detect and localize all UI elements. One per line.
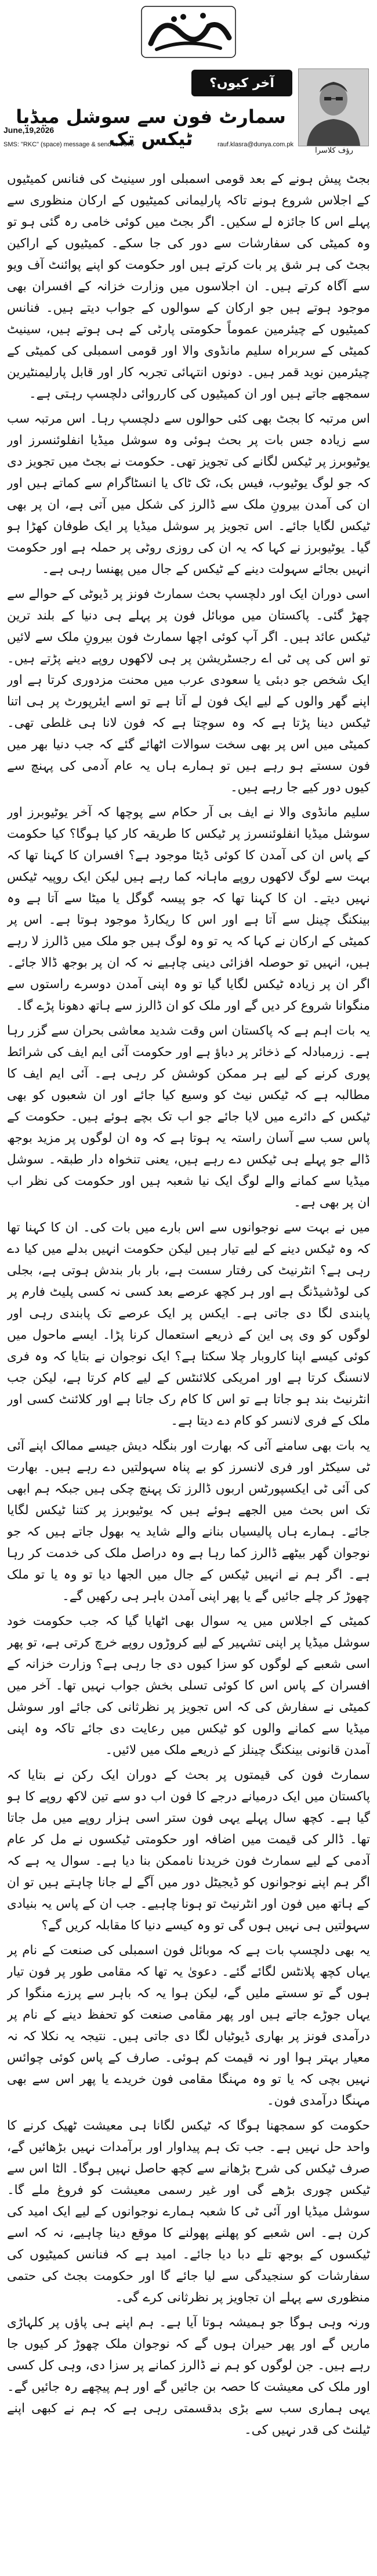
sms-instructions: SMS: "RKC" (space) message & send to 7575 [3,141,135,148]
author-email[interactable]: rauf.klasra@dunya.com.pk [217,141,293,148]
article-paragraph: یہ بات بھی سامنے آئی کہ بھارت اور بنگلہ دیش جیسے ممالک اپنے آئی ٹی سیکٹر اور فری لانسرز کو بے پناہ سہولتیں دے رہے ہیں۔ بھارت کی آئی ٹی ایکسپورٹس اربوں ڈالرز تک پہنچ چکی ہیں جبکہ ہم ابھی تک اس بحث میں الجھے ہوئے ہیں کہ یوٹیوبرز پر کتنا ٹیکس لگایا جائے۔ ہمارے ہاں پالیسیاں بنانے والے شاید یہ بھول جاتے ہیں کہ جو نوجوان گھر بیٹھے ڈالرز کما رہا ہے وہ دراصل ملک کی خدمت کر رہا ہے۔ اگر ہم نے انہیں ٹیکس کے جال میں الجھا دیا تو وہ یا تو ملک چھوڑ کر چلے جائیں گے یا پھر اپنی آمدن باہر ہی رکھیں گے۔ [7,1439,370,1604]
author-photo-icon [299,69,368,146]
article-headline: سمارٹ فون سے سوشل میڈیا ٹیکس تک [16,106,286,150]
author-photo [298,69,369,146]
article-paragraph: بجٹ پیش ہونے کے بعد قومی اسمبلی اور سینیٹ کی فنانس کمیٹیوں کے اجلاس شروع ہونے تاکہ پارلیمانی کمیٹیوں کے ارکان منظوری سے پہلے اس کا جائزہ لے سکیں۔ اگر بجٹ میں کوئی خامی رہ گئی ہو تو وہ کمیٹی کی سفارشات سے دور کی جا سکے۔ کمیٹیوں کے اراکین بجٹ کی ہر شق پر بات کرتے ہیں اور حکومت کو اپنے پوائنٹ آف ویو سے آگاہ کرتے ہیں۔ ان اجلاسوں میں وزارت خزانہ کے افسران بھی موجود ہوتے ہیں جو ارکان کے سوالوں کے جواب دیتے ہیں۔ فنانس کمیٹیوں کے چیئرمین عموماً حکومتی پارٹی کے ہی ہوتے ہیں، سینیٹ کمیٹی کے سربراہ سلیم مانڈوی والا اور قومی اسمبلی کی کمیٹی کے چیئرمین نوید قمر ہیں۔ دونوں انتہائی تجربہ کار اور قابل پارلیمنٹیرین سمجھے جاتے ہیں اور ان کمیٹیوں کی کارروائی دلچسپ رہتی ہے۔ [7,172,370,401]
column-header [0,64,377,157]
article-paragraph: حکومت کو سمجھنا ہوگا کہ ٹیکس لگانا ہی معیشت ٹھیک کرنے کا واحد حل نہیں ہے۔ جب تک ہم پیداوار اور برآمدات نہیں بڑھائیں گے، صرف ٹیکس کی شرح بڑھانے سے کچھ حاصل نہیں ہوگا۔ الٹا اس سے ٹیکس چوری بڑھے گی اور غیر رسمی معیشت کو فروغ ملے گا۔ سوشل میڈیا اور آئی ٹی کا شعبہ ہمارے نوجوانوں کے لیے ایک امید کی کرن ہے۔ اس شعبے کو پھلنے پھولنے کا موقع دینا چاہیے، نہ کہ اسے ٹیکسوں کے بوجھ تلے دبا دیا جائے۔ امید ہے کہ فنانس کمیٹیوں کی سفارشات کو سنجیدگی سے لیا جائے گا اور حکومت بجٹ کی حتمی منظوری سے پہلے ان تجاویز پر نظرثانی کرے گی۔ [7,2119,370,2305]
publication-date: June,19,2026 [3,125,55,135]
article-body [7,168,370,2566]
article-paragraph: کمیٹی کے اجلاس میں یہ سوال بھی اٹھایا گیا کہ جب حکومت خود سوشل میڈیا پر اپنی تشہیر کے لیے کروڑوں روپے خرچ کرتی ہے، تو پھر اسی شعبے کے لوگوں کو سزا کیوں دی جا رہی ہے؟ وزارت خزانہ کے افسران کے پاس اس کا کوئی تسلی بخش جواب نہیں تھا۔ آخر میں کمیٹی نے سفارش کی کہ اس تجویز پر نظرثانی کی جائے اور سوشل میڈیا سے کمانے والوں کو ٹیکس میں رعایت دی جائے تاکہ وہ اپنی آمدن قانونی بینکنگ چینلز کے ذریعے ملک میں لائیں۔ [7,1614,370,1757]
article-paragraph: ورنہ وہی ہوگا جو ہمیشہ ہوتا آیا ہے۔ ہم اپنے ہی پاؤں پر کلہاڑی ماریں گے اور پھر حیران ہوں گے کہ نوجوان ملک چھوڑ کر کیوں جا رہے ہیں۔ جن لوگوں کو ہم نے ڈالرز کمانے پر سزا دی، وہی کل کسی اور ملک کی معیشت کا حصہ بن جائیں گے اور ہم پیچھے رہ جائیں گے۔ یہی ہماری سب سے بڑی بدقسمتی رہی ہے کہ ہم نے کبھی اپنے ٹیلنٹ کی قدر نہیں کی۔ [7,2315,370,2437]
article-paragraph: یہ بھی دلچسپ بات ہے کہ موبائل فون اسمبلی کی صنعت کے نام پر یہاں کچھ پلانٹس لگائے گئے۔ دعویٰ یہ تھا کہ مقامی طور پر فون تیار ہوں گے تو سستے ملیں گے، لیکن ہوا یہ کہ باہر سے پرزے منگوا کر یہاں جوڑے جاتے ہیں اور پھر مقامی صنعت کو تحفظ دینے کے نام پر درآمدی فونز پر بھاری ڈیوٹیاں لگا دی جاتی ہیں۔ نتیجہ یہ نکلا کہ نہ معیار بہتر ہوا اور نہ قیمت کم ہوئی۔ صارف کے پاس کوئی چوائس نہیں بچی کہ یا تو وہ مہنگا مقامی فون خریدے یا پھر اس سے بھی مہنگا درآمدی فون۔ [7,1943,370,2108]
contact-line [3,138,293,151]
dunya-logo-icon [133,3,244,61]
article-paragraph: اس مرتبہ کا بجٹ بھی کئی حوالوں سے دلچسپ رہا۔ اس مرتبہ سب سے زیادہ جس بات پر بحث ہوئی وہ سوشل میڈیا انفلوئنسرز اور یوٹیوبرز پر ٹیکس لگانے کی تجویز تھی۔ حکومت نے بجٹ میں تجویز دی کہ جو لوگ یوٹیوب، فیس بک، ٹک ٹاک یا انسٹاگرام سے کماتے ہیں اور ان کی آمدن بیرونِ ملک سے ڈالرز کی شکل میں آتی ہے، ان پر بھی ٹیکس لگایا جائے۔ اس تجویز پر سوشل میڈیا پر ایک طوفان کھڑا ہو گیا۔ یوٹیوبرز نے کہا کہ یہ ان کی روزی روٹی پر حملہ ہے اور حکومت انہیں بجائے سہولت دینے کے ٹیکس کے جال میں پھنسا رہی ہے۔ [7,412,370,577]
article-paragraph: سمارٹ فون کی قیمتوں پر بحث کے دوران ایک رکن نے بتایا کہ پاکستان میں ایک درمیانے درجے کا فون اب دو سے تین لاکھ روپے کا ہو گیا ہے۔ کچھ سال پہلے یہی فون ستر اسی ہزار روپے میں مل جاتا تھا۔ ڈالر کی قیمت میں اضافہ اور حکومتی ٹیکسوں نے مل کر عام آدمی کے لیے سمارٹ فون خریدنا ناممکن بنا دیا ہے۔ سوال یہ ہے کہ اگر ہم اپنے نوجوانوں کو ڈیجیٹل دور میں آگے لے جانا چاہتے ہیں تو ان کے ہاتھ میں فون اور انٹرنیٹ تو ہونا چاہیے۔ جب ان کے پاس یہ بنیادی سہولتیں ہی نہیں ہوں گی تو وہ کیسے دنیا کا مقابلہ کریں گے؟ [7,1768,370,1933]
article-paragraph: سلیم مانڈوی والا نے ایف بی آر حکام سے پوچھا کہ آخر یوٹیوبرز اور سوشل میڈیا انفلوئنسرز پر ٹیکس کا طریقہ کار کیا ہوگا؟ کیا حکومت کے پاس ان کی آمدن کا کوئی ڈیٹا موجود ہے؟ افسران کا کہنا تھا کہ بہت سے لوگ لاکھوں روپے ماہانہ کما رہے ہیں لیکن ایک روپیہ ٹیکس نہیں دیتے۔ ان کا کہنا تھا کہ جو پیسہ گوگل یا میٹا سے آتا ہے وہ بینکنگ چینل سے آتا ہے اور اس کا ریکارڈ موجود ہوتا ہے۔ اس پر کمیٹی کے ارکان نے کہا کہ یہ تو وہ لوگ ہیں جو ملک میں ڈالرز لا رہے ہیں، انہیں تو حوصلہ افزائی دینی چاہیے نہ کہ ان پر بوجھ ڈالا جائے۔ اگر ان پر زیادہ ٹیکس لگایا گیا تو وہ اپنی آمدن دوسرے راستوں سے منگوانا شروع کر دیں گے اور ملک کو ان ڈالرز سے ہاتھ دھونا پڑے گا۔ [7,805,370,1013]
article-paragraph: میں نے بہت سے نوجوانوں سے اس بارے میں بات کی۔ ان کا کہنا تھا کہ وہ ٹیکس دینے کے لیے تیار ہیں لیکن حکومت انہیں بدلے میں کیا دے رہی ہے؟ انٹرنیٹ کی رفتار سست ہے، بار بار بندش ہوتی ہے، بجلی کی لوڈشیڈنگ ہے اور ہر کچھ عرصے بعد کسی نہ کسی پلیٹ فارم پر پابندی لگا دی جاتی ہے۔ ایکس پر ایک عرصے تک پابندی رہی اور لوگوں کو وی پی این کے ذریعے استعمال کرنا پڑا۔ ایسے ماحول میں کوئی کیسے اپنا کاروبار چلا سکتا ہے؟ ایک نوجوان نے بتایا کہ وہ فری لانسنگ کرتا ہے اور امریکی کلائنٹس کے لیے کام کرتا ہے، لیکن جب انٹرنیٹ بند ہو جاتا ہے تو اس کا کام رک جاتا ہے اور کلائنٹ کسی اور ملک کے فری لانسر کو کام دے دیتا ہے۔ [7,1220,370,1428]
article-paragraph: اسی دوران ایک اور دلچسپ بحث سمارٹ فونز پر ڈیوٹی کے حوالے سے چھڑ گئی۔ پاکستان میں موبائل فون پر پہلے ہی دنیا کے بلند ترین ٹیکس عائد ہیں۔ اگر آپ کوئی اچھا سمارٹ فون بیرونِ ملک سے لائیں تو اس کی پی ٹی اے رجسٹریشن پر ہی لاکھوں روپے دینے پڑتے ہیں۔ ایک شخص جو دبئی یا سعودی عرب میں محنت مزدوری کرتا ہے اور اپنے گھر والوں کے لیے ایک فون لے آتا ہے تو اسے ایئرپورٹ پر ہی اتنا ٹیکس دینا پڑتا ہے کہ وہ سوچتا ہے کہ فون لانا ہی غلطی تھی۔ کمیٹی میں اس پر بھی سخت سوالات اٹھائے گئے کہ جب دنیا بھر میں فون سستے ہو رہے ہیں تو ہمارے ہاں یہ عام آدمی کی پہنچ سے کیوں دور کیے جا رہے ہیں۔ [7,587,370,795]
author-name: رؤف کلاسرا [315,146,353,155]
column-banner: آخر کیوں؟ [191,70,292,96]
masthead [0,0,377,64]
article-paragraph: یہ بات اہم ہے کہ پاکستان اس وقت شدید معاشی بحران سے گزر رہا ہے۔ زرمبادلہ کے ذخائر پر دباؤ ہے اور حکومت آئی ایم ایف کی شرائط پوری کرنے کے لیے ہر ممکن کوشش کر رہی ہے۔ آئی ایم ایف کا مطالبہ ہے کہ ٹیکس نیٹ کو وسیع کیا جائے اور ان شعبوں کو بھی ٹیکس کے دائرے میں لایا جائے جو اب تک بچے ہوئے ہیں۔ حکومت کے پاس سب سے آسان راستہ یہ ہوتا ہے کہ وہ ان لوگوں پر مزید بوجھ ڈالے جو پہلے ہی ٹیکس دے رہے ہیں، یعنی تنخواہ دار طبقہ۔ سوشل میڈیا سے کمانے والے لوگ ایک نیا شعبہ ہیں اور حکومت کی نظر اب ان پر بھی ہے۔ [7,1024,370,1210]
